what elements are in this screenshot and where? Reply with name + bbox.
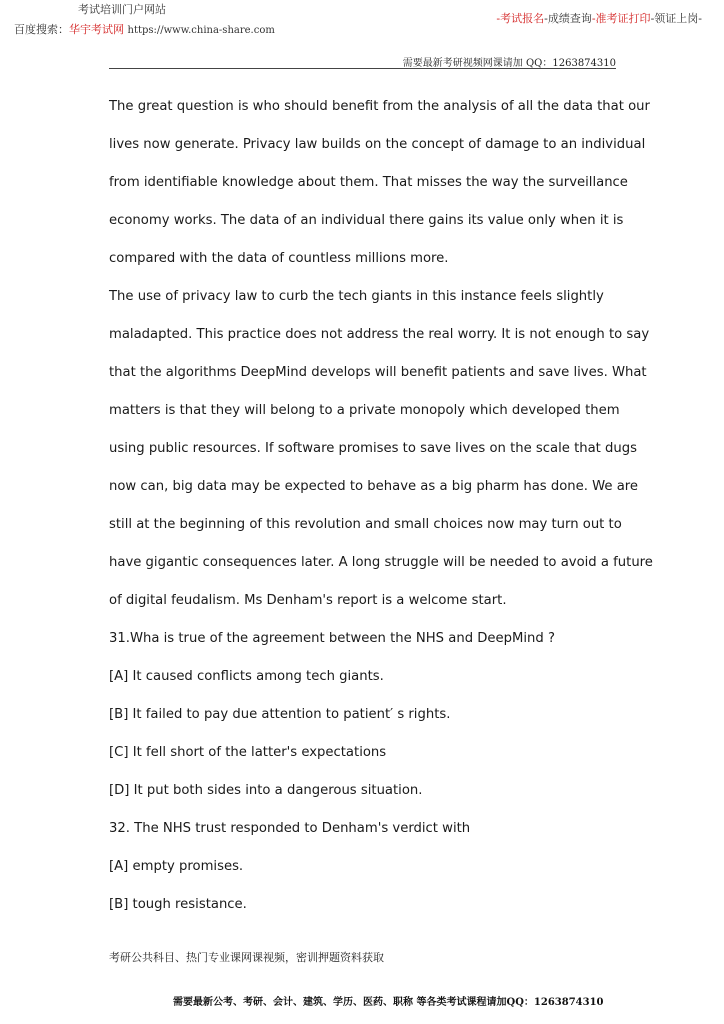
header-nav-links	[496, 10, 702, 26]
text-line: lives now generate. Privacy law builds on the concept of damage to an individual	[109, 137, 646, 152]
text-line: from identifiable knowledge about them. That misses the way the surveillance	[109, 175, 628, 190]
document-body	[109, 88, 653, 924]
text-line: The great question is who should benefit from the analysis of all the data that our	[109, 99, 650, 114]
text-line: still at the beginning of this revolution and small choices now may turn out to	[109, 517, 622, 532]
nav-link[interactable]: -领证上岗-	[650, 12, 702, 25]
text-line: matters is that they will belong to a private monopoly which developed them	[109, 403, 620, 418]
text-line: maladapted. This practice does not address the real worry. It is not enough to say	[109, 327, 650, 342]
text-line: 32. The NHS trust responded to Denham's verdict with	[109, 821, 471, 836]
nav-link[interactable]: -准考证打印	[591, 12, 651, 25]
nav-link[interactable]: -成绩查询	[544, 12, 592, 25]
search-brand-link[interactable]: 华宇考试网	[69, 23, 124, 36]
text-line: 31.Wha is true of the agreement between the NHS and DeepMind ?	[109, 631, 555, 646]
site-url-link[interactable]: https://www.china-share.com	[127, 25, 275, 36]
text-line: [C] It fell short of the latter's expectations	[109, 745, 387, 760]
nav-link[interactable]: -考试报名	[496, 12, 545, 25]
header-divider	[109, 68, 616, 69]
text-line: [A] It caused conflicts among tech giants.	[109, 669, 384, 684]
footer-contact: 需要最新公考、考研、会计、建筑、学历、医药、职称 等各类考试课程请加QQ：1263874310	[173, 997, 604, 1008]
text-line: compared with the data of countless millions more.	[109, 251, 449, 266]
text-line: have gigantic consequences later. A long struggle will be needed to avoid a future	[109, 555, 653, 570]
search-hint	[14, 21, 275, 37]
text-line: [D] It put both sides into a dangerous situation.	[109, 783, 423, 798]
text-line: The use of privacy law to curb the tech giants in this instance feels slightly	[109, 289, 604, 304]
qq-contact-note: 需要最新考研视频网课请加 QQ：1263874310	[402, 58, 616, 69]
text-line: [B] It failed to pay due attention to patient′ s rights.	[109, 707, 451, 722]
text-line: that the algorithms DeepMind develops will benefit patients and save lives. What	[109, 365, 647, 380]
text-line: using public resources. If software promises to save lives on the scale that dugs	[109, 441, 638, 456]
text-line: of digital feudalism. Ms Denham's report is a welcome start.	[109, 593, 507, 608]
search-prefix: 百度搜索：	[14, 23, 69, 36]
text-line: [B] tough resistance.	[109, 897, 247, 912]
text-line: [A] empty promises.	[109, 859, 244, 874]
footer-note: 考研公共科目、热门专业课网课视频，密训押题资料获取	[109, 951, 384, 964]
text-line: now can, big data may be expected to behave as a big pharm has done. We are	[109, 479, 639, 494]
site-title: 考试培训门户网站	[78, 3, 166, 16]
text-line: economy works. The data of an individual there gains its value only when it is	[109, 213, 624, 228]
